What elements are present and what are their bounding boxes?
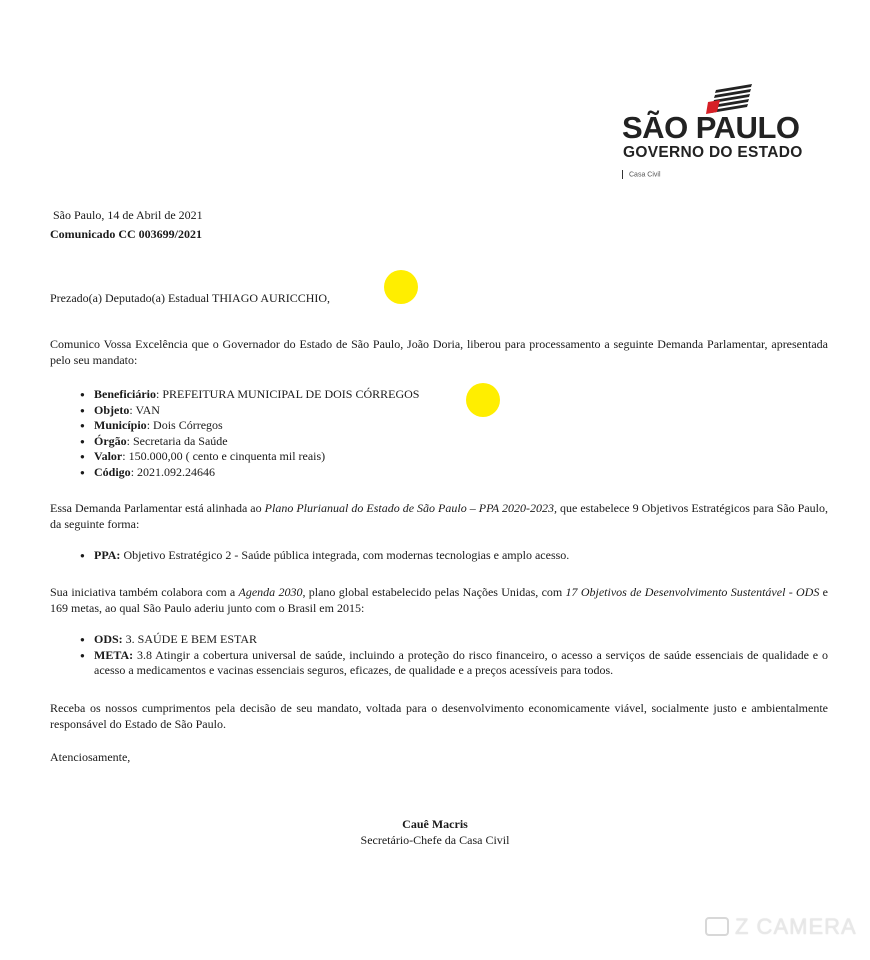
agenda-name: Agenda 2030 bbox=[238, 585, 303, 599]
ppa-value: Objetivo Estratégico 2 - Saúde pública integrada, com modernas tecnologias e amplo acesso. bbox=[120, 548, 570, 562]
detail-label: Município bbox=[94, 418, 147, 432]
greeting: Prezado(a) Deputado(a) Estadual THIAGO AURICCHIO, bbox=[50, 291, 331, 305]
camera-icon bbox=[705, 917, 729, 936]
list-item bbox=[80, 632, 828, 648]
list-item bbox=[80, 449, 419, 465]
intro-paragraph: Comunico Vossa Excelência que o Governador do Estado de São Paulo, João Doria, liberou para processamento a seguinte Demanda Parlamentar, apresentada pelo seu mandato: bbox=[50, 337, 828, 367]
list-item bbox=[80, 418, 419, 434]
detail-value: : 2021.092.24646 bbox=[130, 464, 216, 479]
camera-watermark bbox=[705, 914, 857, 940]
ods-list bbox=[80, 632, 828, 679]
detail-value: : Dois Córregos bbox=[146, 418, 223, 432]
detail-value: : Secretaria da Saúde bbox=[126, 433, 228, 448]
detail-value: : PREFEITURA MUNICIPAL DE DOIS CÓRREGOS bbox=[155, 387, 420, 401]
text-segment: que estabelece 9 Objetivos Estratégicos para São Paulo, da seguinte forma: bbox=[50, 501, 828, 531]
divider bbox=[622, 170, 623, 179]
text-segment: e 169 metas, ao qual São Paulo aderiu junto com o Brasil em 2015: bbox=[50, 585, 828, 615]
detail-label: Órgão bbox=[94, 433, 127, 448]
detail-label: Valor bbox=[94, 449, 123, 463]
text-segment: Sua iniciativa também colabora com a bbox=[50, 585, 239, 599]
ods-name: 17 Objetivos de Desenvolvimento Sustentável - ODS bbox=[565, 585, 820, 599]
detail-value: : 150.000,00 ( cento e cinquenta mil reais) bbox=[122, 449, 326, 463]
list-item bbox=[80, 648, 828, 679]
signer-role: Secretário-Chefe da Casa Civil bbox=[360, 833, 510, 847]
detail-label: Objeto bbox=[94, 402, 130, 417]
text-segment: Essa Demanda Parlamentar está alinhada ao bbox=[50, 501, 265, 515]
sign-off: Atenciosamente, bbox=[50, 750, 131, 764]
reference-number: Comunicado CC 003699/2021 bbox=[50, 227, 203, 241]
logo-subtitle: GOVERNO DO ESTADO bbox=[623, 144, 803, 161]
list-item bbox=[80, 387, 419, 403]
ppa-paragraph bbox=[50, 500, 828, 532]
demand-details-list bbox=[80, 387, 419, 480]
closing-paragraph: Receba os nossos cumprimentos pela decisão de seu mandato, voltada para o desenvolvimento economicamente viável, socialmente justo e ambientalmente responsável do Estado de São Paulo. bbox=[50, 701, 828, 731]
signer-name: Cauê Macris bbox=[402, 817, 468, 831]
meta-label: META: bbox=[94, 647, 134, 662]
watermark-text: Z CAMERA bbox=[735, 914, 857, 939]
highlight-dot bbox=[466, 383, 500, 417]
meta-value: 3.8 Atingir a cobertura universal de saúde, incluindo a proteção do risco financeiro, o acesso a serviços de saúde essenciais de qualidade e o acesso a medicamentos e vacinas essenciais seguros, eficazes, de qualidade e a preços acessíveis para todos. bbox=[94, 647, 828, 677]
list-item bbox=[80, 548, 569, 564]
plan-name: Plano Plurianual do Estado de São Paulo – PPA 2020-2023, bbox=[264, 501, 557, 515]
detail-label: Beneficiário bbox=[94, 387, 156, 401]
sao-paulo-government-logo bbox=[622, 84, 832, 184]
ods-label: ODS: bbox=[94, 632, 123, 646]
ppa-list bbox=[80, 548, 569, 564]
list-item bbox=[80, 434, 419, 450]
detail-label: Código bbox=[94, 464, 131, 479]
list-item bbox=[80, 465, 419, 481]
list-item bbox=[80, 403, 419, 419]
detail-value: : VAN bbox=[129, 402, 160, 417]
ods-value: 3. SAÚDE E BEM ESTAR bbox=[122, 632, 258, 646]
ppa-label: PPA: bbox=[94, 548, 121, 562]
agenda-paragraph bbox=[50, 584, 828, 616]
logo-title: SÃO PAULO bbox=[622, 110, 800, 145]
text-segment: , plano global estabelecido pelas Nações Unidas, com bbox=[302, 585, 566, 599]
logo-department bbox=[622, 170, 661, 179]
place-date: São Paulo, 14 de Abril de 2021 bbox=[53, 208, 203, 222]
highlight-dot bbox=[384, 270, 418, 304]
department-label: Casa Civil bbox=[629, 171, 661, 179]
